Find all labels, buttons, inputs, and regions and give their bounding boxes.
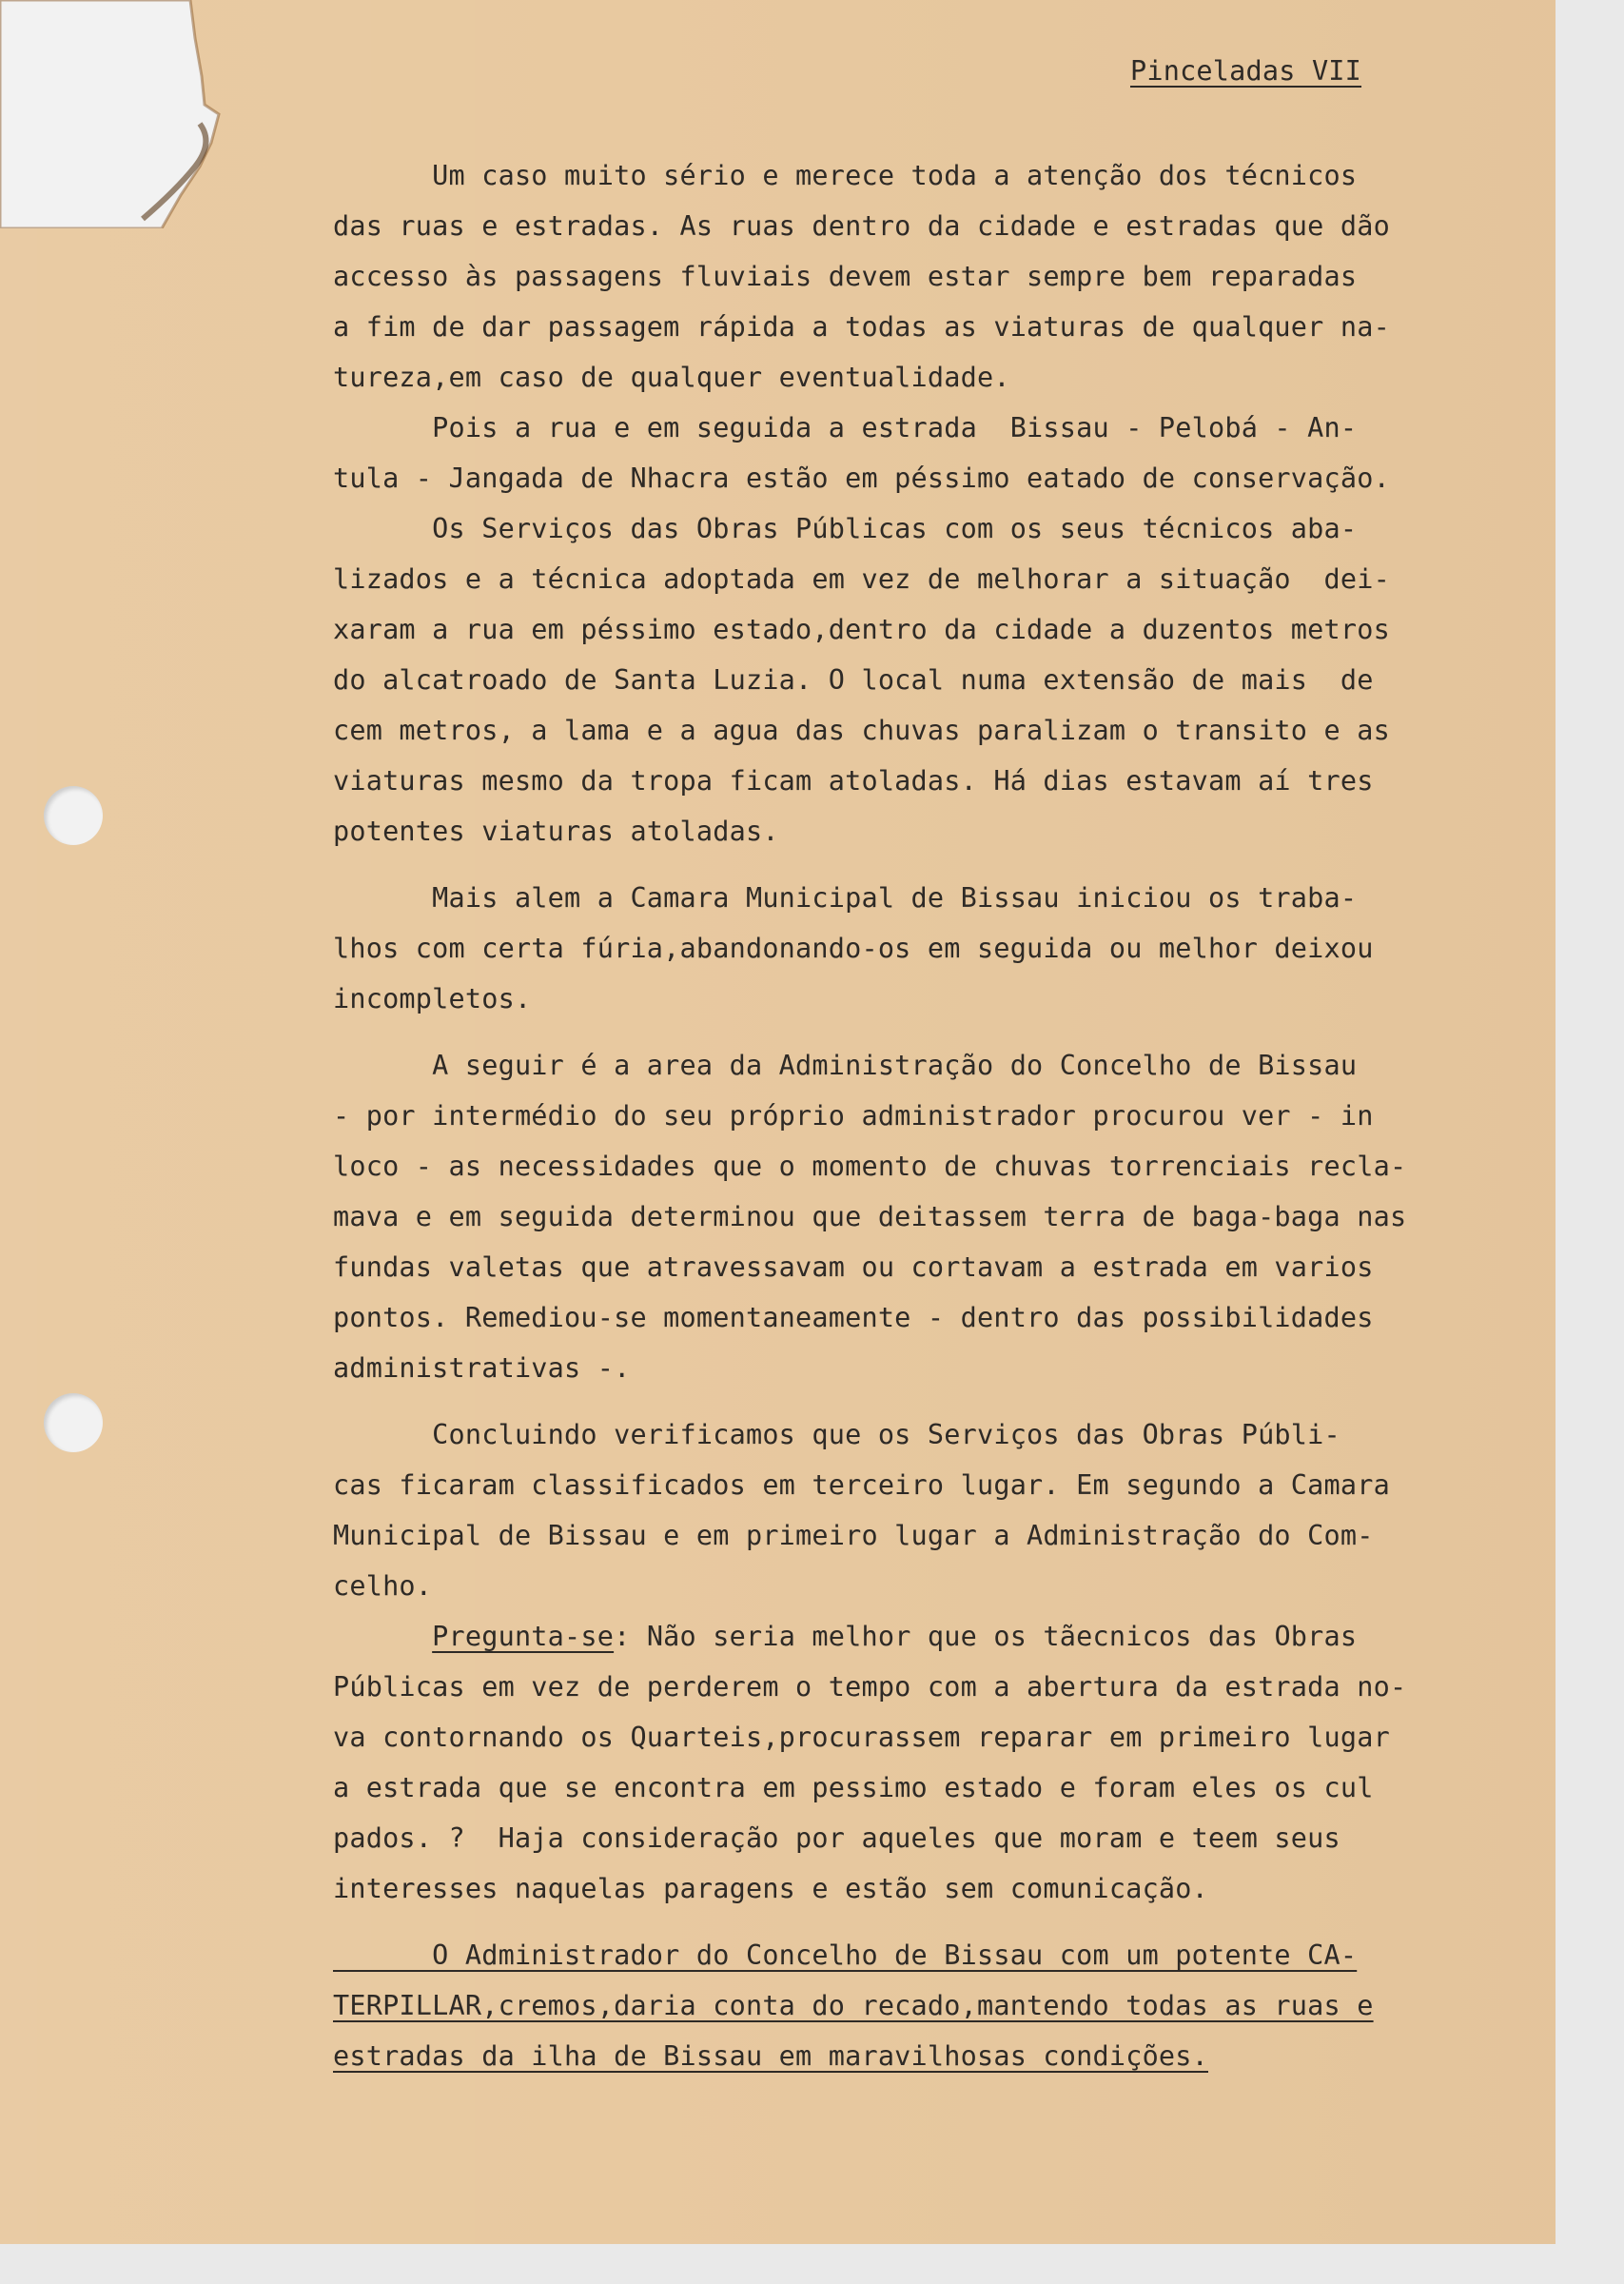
p6-line-1: Concluindo verificamos que os Serviços das Obras Públi- — [333, 1419, 1340, 1450]
p6-line-2: cas ficaram classificados em terceiro lugar. Em segundo a Camara — [333, 1469, 1390, 1501]
p5-line-5: fundas valetas que atravessavam ou cortavam a estrada em varios — [333, 1251, 1374, 1283]
p3-line-1: Os Serviços das Obras Públicas com os seus técnicos aba- — [333, 513, 1358, 544]
p8-line-1: O Administrador do Concelho de Bissau com um potente CA- — [333, 1939, 1358, 1971]
p1-line-1: Um caso muito sério e merece toda a atenção dos técnicos — [333, 160, 1358, 191]
p7-line-6: interesses naquelas paragens e estão sem comunicação. — [333, 1873, 1208, 1904]
p5-line-4: mava e em seguida determinou que deitassem terra de baga-baga nas — [333, 1201, 1407, 1232]
p4-line-1: Mais alem a Camara Municipal de Bissau iniciou os traba- — [333, 882, 1358, 914]
page-header: Pinceladas VII — [1130, 55, 1362, 87]
p6-line-4: celho. — [333, 1570, 433, 1602]
p8-line-2: TERPILLAR,cremos,daria conta do recado,mantendo todas as ruas e — [333, 1990, 1374, 2021]
p5-line-1: A seguir é a area da Administração do Concelho de Bissau — [333, 1050, 1358, 1081]
p2-line-2: tula - Jangada de Nhacra estão em péssimo eatado de conservação. — [333, 463, 1390, 494]
question-rest: : Não seria melhor que os tãecnicos das Obras — [614, 1621, 1358, 1652]
p3-line-2: lizados e a técnica adoptada em vez de melhorar a situação dei- — [333, 563, 1390, 595]
p7-line-3: va contornando os Quarteis,procurassem reparar em primeiro lugar — [333, 1722, 1390, 1753]
p7-line-2: Públicas em vez de perderem o tempo com a abertura da estrada no- — [333, 1671, 1407, 1703]
torn-corner — [0, 0, 228, 228]
p7-line-1 — [333, 1621, 1560, 1652]
p3-line-4: do alcatroado de Santa Luzia. O local numa extensão de mais de — [333, 664, 1374, 696]
p3-line-5: cem metros, a lama e a agua das chuvas paralizam o transito e as — [333, 715, 1390, 746]
p1-line-3: accesso às passagens fluviais devem estar sempre bem reparadas — [333, 261, 1358, 292]
p5-line-2: - por intermédio do seu próprio administrador procurou ver - in — [333, 1100, 1374, 1132]
p3-line-3: xaram a rua em péssimo estado,dentro da cidade a duzentos metros — [333, 614, 1390, 645]
p1-line-5: tureza,em caso de qualquer eventualidade. — [333, 362, 1010, 393]
punch-hole-upper — [44, 786, 103, 845]
p5-line-6: pontos. Remediou-se momentaneamente - dentro das possibilidades — [333, 1302, 1374, 1333]
p4-line-3: incompletos. — [333, 983, 532, 1014]
punch-hole-lower — [44, 1393, 103, 1452]
p8-line-3: estradas da ilha de Bissau em maravilhosas condições. — [333, 2040, 1208, 2072]
p5-line-7: administrativas -. — [333, 1352, 631, 1384]
p5-line-3: loco - as necessidades que o momento de chuvas torrenciais recla- — [333, 1151, 1407, 1182]
p3-line-7: potentes viaturas atoladas. — [333, 816, 779, 847]
p6-line-3: Municipal de Bissau e em primeiro lugar a Administração do Com- — [333, 1520, 1374, 1551]
p1-line-4: a fim de dar passagem rápida a todas as viaturas de qualquer na- — [333, 311, 1390, 343]
p7-line-5: pados. ? Haja consideração por aqueles que moram e teem seus — [333, 1822, 1340, 1854]
p7-line-4: a estrada que se encontra em pessimo estado e foram eles os cul — [333, 1772, 1374, 1803]
p2-line-1: Pois a rua e em seguida a estrada Bissau - Pelobá - An- — [333, 412, 1358, 443]
p1-line-2: das ruas e estradas. As ruas dentro da cidade e estradas que dão — [333, 210, 1390, 242]
p3-line-6: viaturas mesmo da tropa ficam atoladas. Há dias estavam aí tres — [333, 765, 1374, 797]
question-label: Pregunta-se — [432, 1621, 615, 1652]
p4-line-2: lhos com certa fúria,abandonando-os em seguida ou melhor deixou — [333, 933, 1374, 964]
